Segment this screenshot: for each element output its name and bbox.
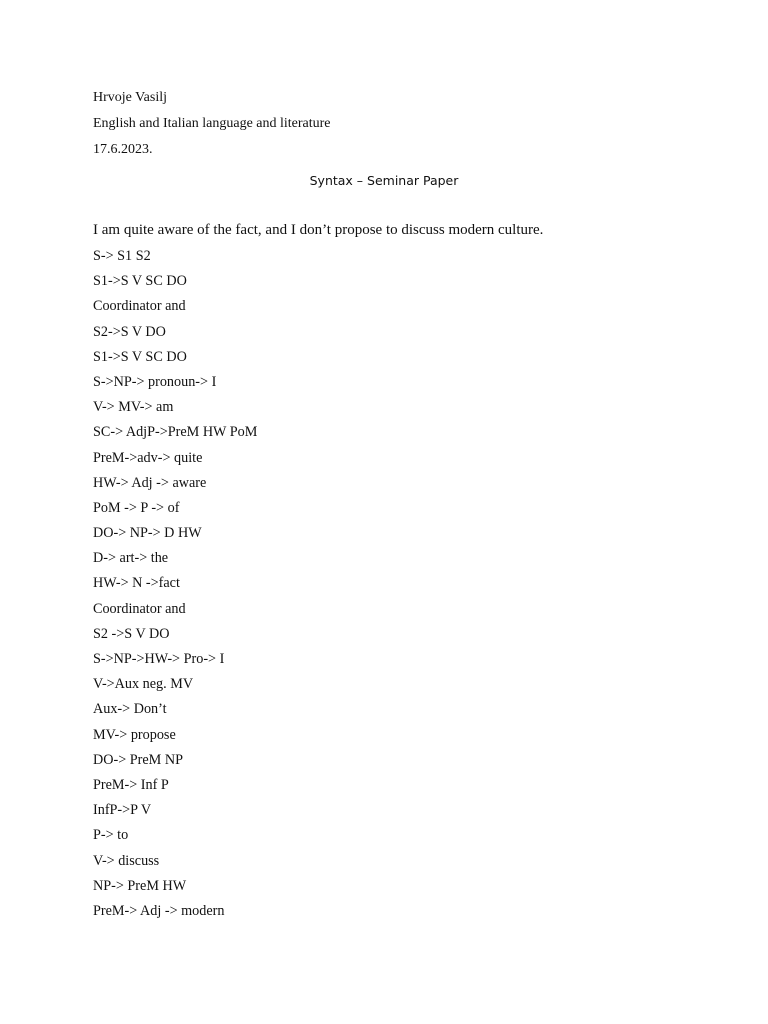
syntax-rule-line: S1->S V SC DO bbox=[93, 348, 187, 365]
syntax-rules-list bbox=[93, 244, 257, 924]
syntax-rule-line: V-> MV-> am bbox=[93, 399, 174, 416]
syntax-rule-line: PreM-> Inf P bbox=[93, 776, 169, 793]
document-header bbox=[93, 85, 331, 163]
syntax-rule-line: HW-> Adj -> aware bbox=[93, 474, 207, 491]
author-name: Hrvoje Vasilj bbox=[93, 90, 168, 105]
syntax-rule-line: PreM->adv-> quite bbox=[93, 449, 203, 466]
syntax-rule-line: Coordinator and bbox=[93, 298, 186, 315]
course-name: English and Italian language and literature bbox=[93, 116, 331, 131]
syntax-rule-line: Aux-> Don’t bbox=[93, 701, 167, 718]
syntax-rule-line: MV-> propose bbox=[93, 726, 176, 743]
syntax-rule-line: P-> to bbox=[93, 827, 129, 844]
syntax-rule-line: S->NP-> pronoun-> I bbox=[93, 373, 217, 390]
syntax-rule-line: V-> discuss bbox=[93, 852, 160, 869]
syntax-rule-line: InfP->P V bbox=[93, 802, 152, 819]
syntax-rule-line: V->Aux neg. MV bbox=[93, 676, 194, 693]
syntax-rule-line: DO-> NP-> D HW bbox=[93, 525, 202, 542]
syntax-rule-line: PreM-> Adj -> modern bbox=[93, 902, 225, 919]
syntax-rule-line: PoM -> P -> of bbox=[93, 499, 180, 516]
syntax-rule-line: DO-> PreM NP bbox=[93, 751, 183, 768]
syntax-rule-line: HW-> N ->fact bbox=[93, 575, 180, 592]
syntax-rule-line: SC-> AdjP->PreM HW PoM bbox=[93, 424, 258, 441]
document-title: Syntax – Seminar Paper bbox=[309, 173, 459, 188]
syntax-rule-line: NP-> PreM HW bbox=[93, 877, 187, 894]
document-date: 17.6.2023. bbox=[93, 142, 153, 157]
syntax-rule-line: S->NP->HW-> Pro-> I bbox=[93, 651, 225, 667]
example-sentence: I am quite aware of the fact, and I don’t propose to discuss modern culture. bbox=[93, 222, 544, 238]
syntax-rule-line: S2->S V DO bbox=[93, 323, 166, 340]
syntax-rule-line: Coordinator and bbox=[93, 600, 186, 617]
syntax-rule-line: S2 ->S V DO bbox=[93, 625, 170, 642]
syntax-rule-line: S1->S V SC DO bbox=[93, 273, 187, 290]
syntax-rule-line: D-> art-> the bbox=[93, 550, 169, 567]
syntax-rule-line: S-> S1 S2 bbox=[93, 248, 151, 264]
